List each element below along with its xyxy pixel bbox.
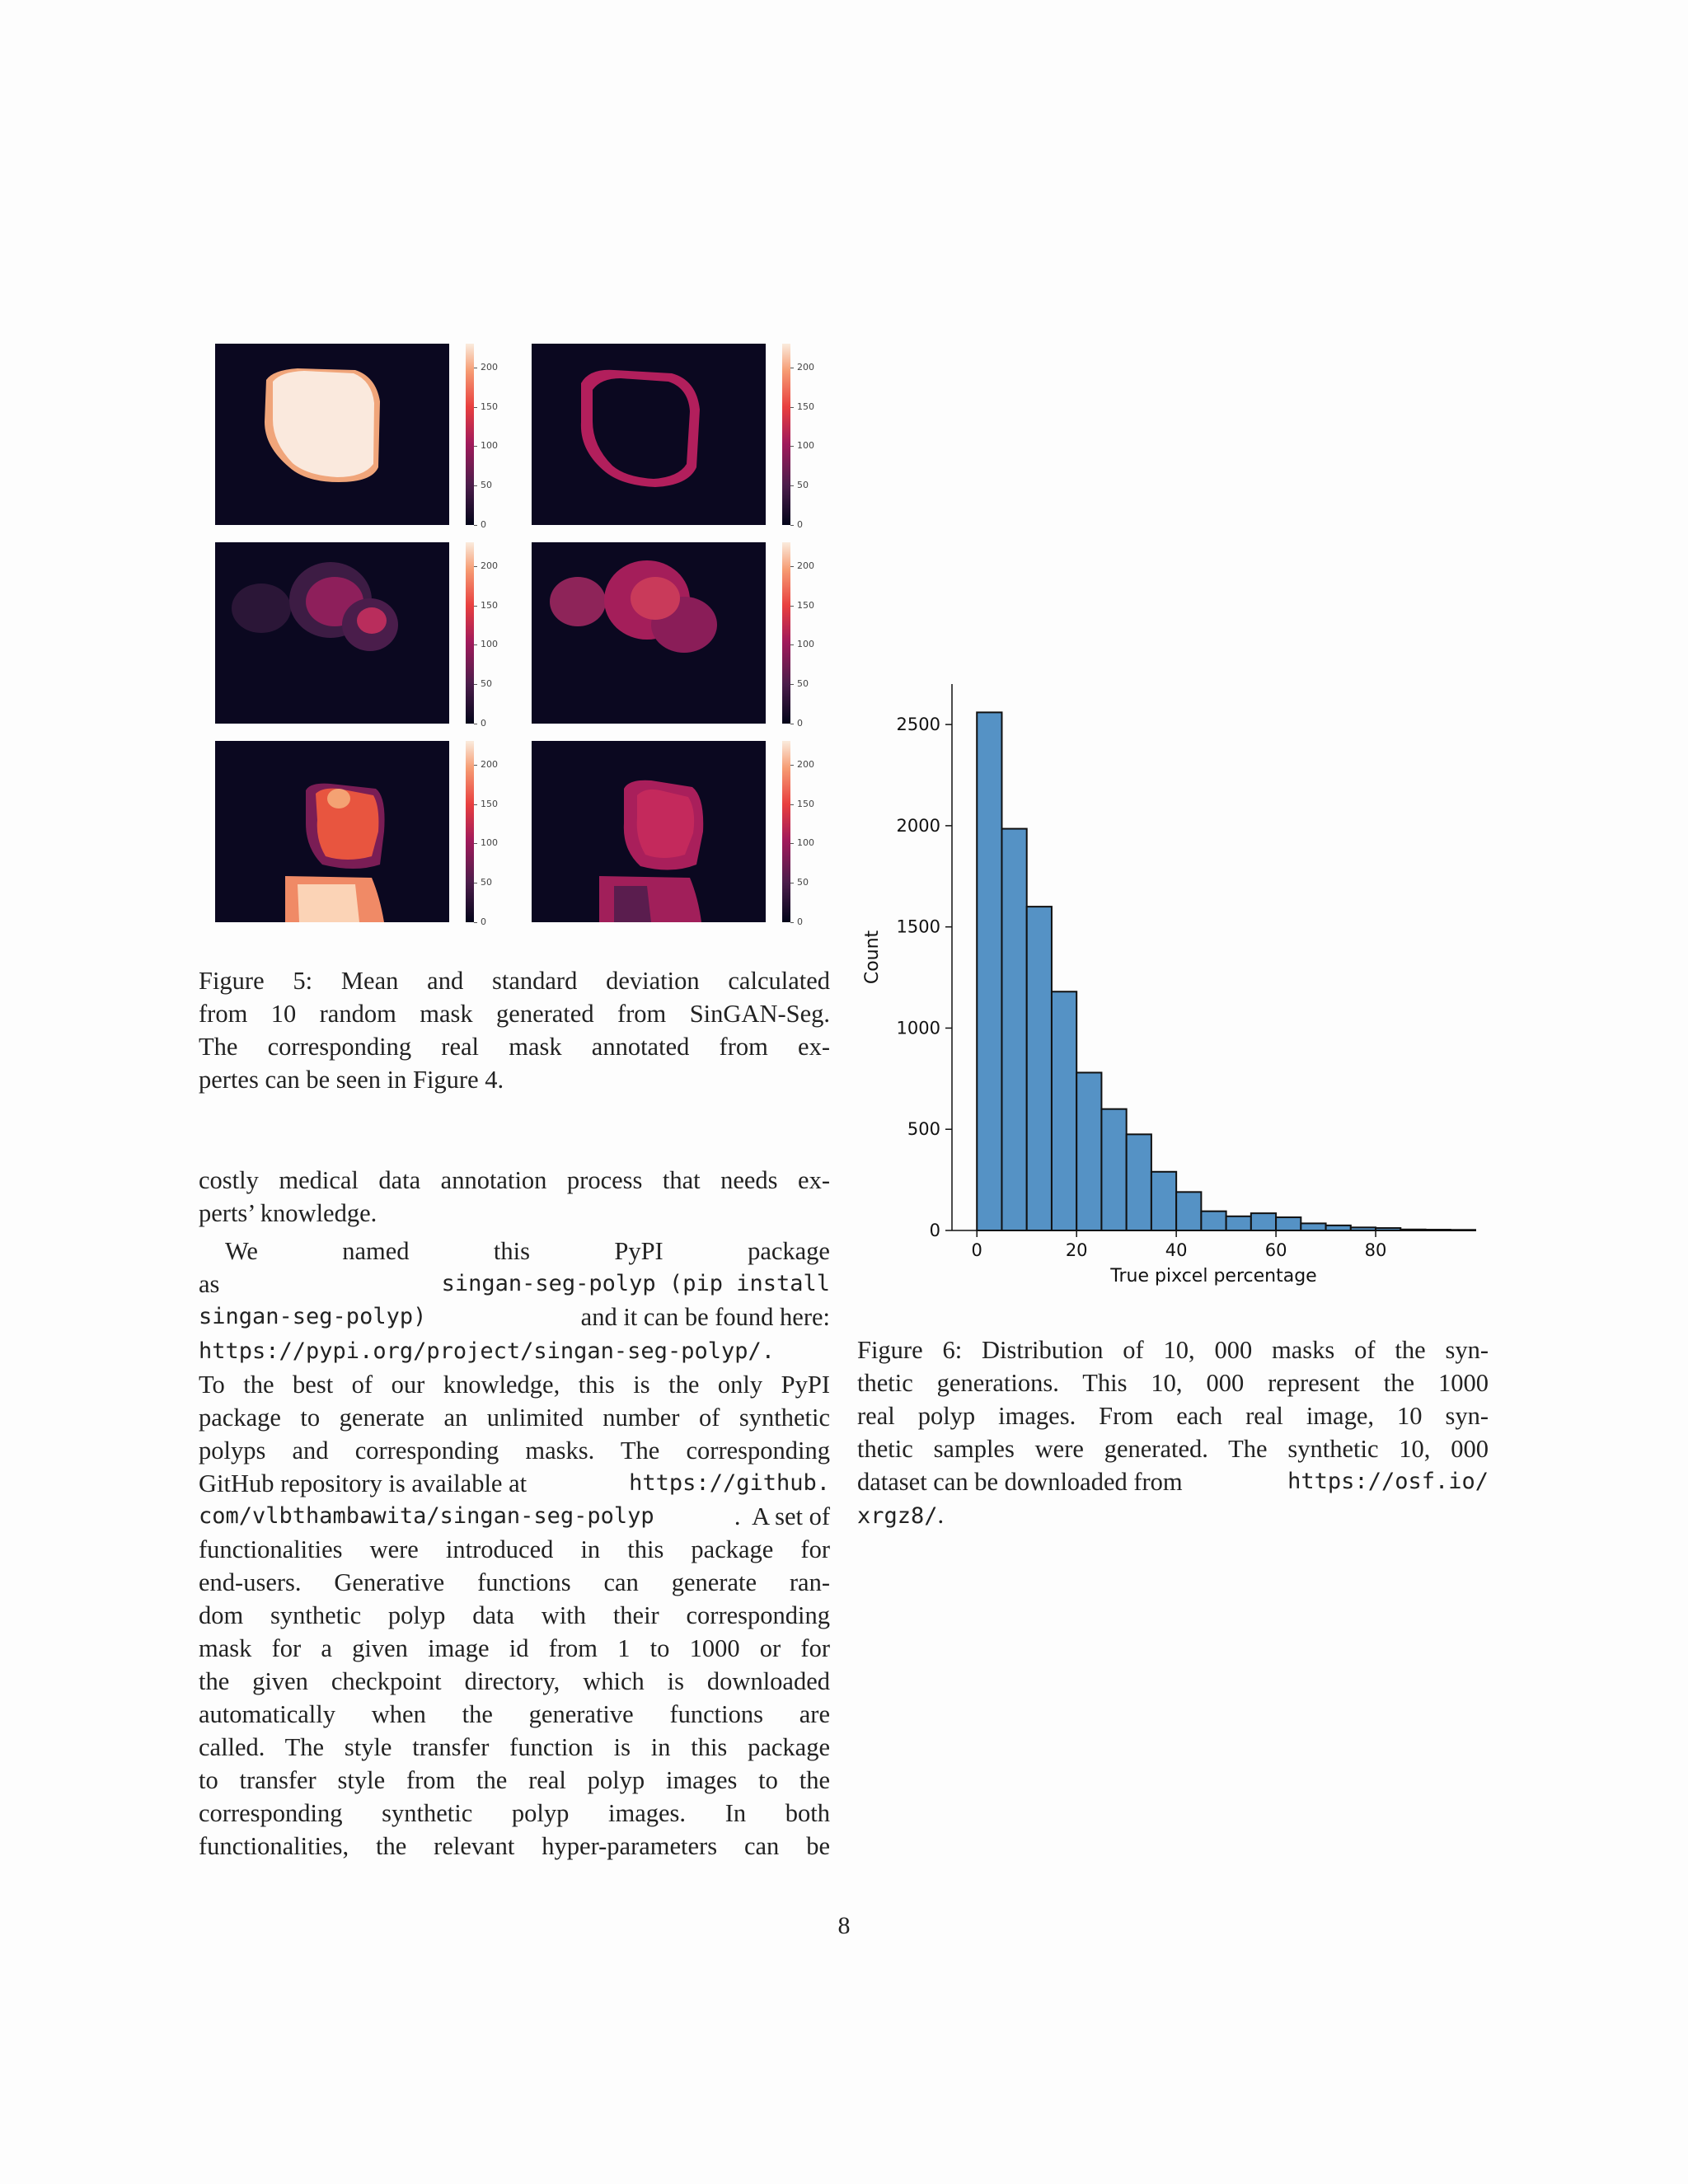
word: We — [225, 1237, 258, 1265]
text-line: functionalities, the relevant hyper-parameters can be — [199, 1832, 830, 1860]
colorbar-tick-label: 150 — [797, 798, 814, 809]
x-tick-label: 20 — [1065, 1240, 1088, 1260]
y-tick-label: 2000 — [896, 815, 940, 836]
colorbar-tick-label: 150 — [481, 599, 498, 611]
heatmap-mean-3 — [215, 741, 449, 922]
package-name-code: singan-seg-polyp) — [199, 1304, 427, 1329]
colorbar-tick-label: 0 — [797, 916, 803, 927]
y-tick-label: 0 — [929, 1221, 940, 1240]
histogram-bar — [1027, 907, 1052, 1230]
colorbar-6 — [782, 741, 790, 922]
colorbar-2 — [782, 344, 790, 525]
histogram-bar — [1226, 1216, 1251, 1230]
text-line — [199, 1467, 830, 1500]
heatmap-std-3 — [532, 741, 766, 922]
colorbar-tick — [474, 843, 477, 844]
colorbar-tick-label: 50 — [797, 877, 809, 888]
colorbar-tick-label: 50 — [797, 678, 809, 690]
heatmap-std-1-image — [532, 344, 766, 525]
colorbar-tick-label: 200 — [797, 758, 814, 770]
heatmap-std-2 — [532, 542, 766, 724]
colorbar-tick-label: 100 — [481, 639, 498, 650]
colorbar-tick — [474, 606, 477, 607]
histogram-bar — [1151, 1172, 1176, 1230]
colorbar-tick — [474, 566, 477, 567]
page-number: 8 — [837, 1912, 851, 1939]
caption-line — [857, 1465, 1489, 1498]
y-tick-label: 2500 — [896, 715, 940, 735]
caption-line: thetic generations. This 10, 000 represent the 1000 — [857, 1369, 1489, 1397]
colorbar-tick-label: 100 — [481, 440, 498, 452]
colorbar-tick — [790, 446, 794, 447]
colorbar-tick — [474, 922, 477, 923]
histogram-bar — [1052, 991, 1076, 1230]
word: GitHub repository is available at — [199, 1469, 533, 1497]
colorbar-tick-label: 0 — [797, 718, 803, 729]
colorbar-tick — [474, 765, 477, 766]
heatmap-mean-3-image — [215, 741, 449, 922]
body-text-left — [199, 1164, 830, 1863]
colorbar-tick — [790, 525, 794, 526]
paragraph-pypi — [199, 1235, 830, 1863]
caption-line: The corresponding real mask annotated from ex- — [199, 1033, 830, 1061]
x-tick-label: 40 — [1165, 1240, 1188, 1260]
caption-line — [857, 1498, 1489, 1533]
colorbar-tick — [790, 804, 794, 805]
colorbar-tick — [474, 644, 477, 645]
package-name-code: singan-seg-polyp (pip install — [441, 1271, 830, 1296]
heatmap-mean-2 — [215, 542, 449, 724]
colorbar-tick — [790, 566, 794, 567]
colorbar-4 — [782, 542, 790, 724]
osf-link[interactable]: xrgz8/ — [857, 1503, 938, 1529]
text-line: functionalities were introduced in this package for — [199, 1535, 830, 1563]
colorbar-tick — [790, 684, 794, 685]
colorbar-tick-label: 50 — [481, 678, 492, 690]
word: this — [493, 1237, 530, 1265]
colorbar-tick — [790, 407, 794, 408]
osf-link[interactable]: https://osf.io/ — [1287, 1469, 1489, 1494]
histogram-bar — [1201, 1212, 1226, 1230]
colorbar-tick — [790, 606, 794, 607]
word: dataset can be downloaded from — [857, 1468, 1189, 1496]
colorbar-tick-label: 150 — [797, 401, 814, 412]
colorbar-tick-label: 50 — [481, 480, 492, 491]
colorbar-tick — [790, 765, 794, 766]
text-line: costly medical data annotation process that needs ex- — [199, 1166, 830, 1194]
colorbar-tick-label: 0 — [481, 718, 486, 729]
colorbar-tick-label: 100 — [797, 837, 814, 849]
histogram-bar — [1326, 1226, 1351, 1230]
text-line: package to generate an unlimited number of synthetic — [199, 1404, 830, 1432]
word: as — [199, 1270, 220, 1298]
text-line: To the best of our knowledge, this is the only PyPI — [199, 1371, 830, 1399]
x-axis-label: True pixcel percentage — [1110, 1266, 1317, 1286]
y-tick-label: 1000 — [896, 1018, 940, 1038]
colorbar-tick-label: 50 — [797, 480, 809, 491]
colorbar-tick-label: 100 — [797, 639, 814, 650]
text-line: mask for a given image id from 1 to 1000 or for — [199, 1634, 830, 1662]
colorbar-1 — [466, 344, 474, 525]
x-tick-label: 80 — [1364, 1240, 1387, 1260]
word: package — [748, 1237, 830, 1265]
text-line: automatically when the generative functions are — [199, 1700, 830, 1728]
word: . — [937, 1501, 945, 1529]
colorbar-tick — [790, 644, 794, 645]
text-line: the given checkpoint directory, which is downloaded — [199, 1667, 830, 1695]
colorbar-3 — [466, 542, 474, 724]
github-link[interactable]: https://github. — [629, 1470, 830, 1496]
colorbar-tick-label: 200 — [481, 560, 498, 571]
colorbar-5 — [466, 741, 474, 922]
histogram-bar — [1101, 1109, 1126, 1230]
colorbar-tick — [790, 922, 794, 923]
colorbar-tick-label: 100 — [797, 440, 814, 452]
text-line: dom synthetic polyp data with their corresponding — [199, 1601, 830, 1629]
github-link[interactable]: com/vlbthambawita/singan-seg-polyp — [199, 1503, 654, 1529]
figure-5-caption — [199, 964, 830, 1096]
text-line: corresponding synthetic polyp images. In both — [199, 1799, 830, 1827]
text-line: perts’ knowledge. — [199, 1199, 377, 1227]
heatmap-std-1 — [532, 344, 766, 525]
colorbar-tick — [790, 485, 794, 486]
text-line — [199, 1301, 830, 1333]
colorbar-tick-label: 150 — [481, 798, 498, 809]
word: named — [342, 1237, 410, 1265]
pypi-link[interactable]: https://pypi.org/project/singan-seg-polyp/. — [199, 1338, 775, 1364]
colorbar-tick-label: 200 — [797, 560, 814, 571]
histogram-bar — [1127, 1134, 1151, 1230]
colorbar-tick — [474, 525, 477, 526]
x-tick-label: 60 — [1264, 1240, 1287, 1260]
figure-6-histogram — [857, 668, 1484, 1294]
histogram-bar — [1301, 1223, 1325, 1230]
heatmap-std-3-image — [532, 741, 766, 922]
caption-line: Figure 5: Mean and standard deviation calculated — [199, 967, 830, 995]
colorbar-tick-label: 0 — [481, 916, 486, 927]
text-line: polyps and corresponding masks. The corresponding — [199, 1436, 830, 1465]
text-line — [199, 1500, 830, 1533]
caption-line: from 10 random mask generated from SinGAN-Seg. — [199, 1000, 830, 1028]
colorbar-tick — [474, 407, 477, 408]
caption-line: pertes can be seen in Figure 4. — [199, 1066, 504, 1094]
word: . A set of — [734, 1502, 830, 1530]
y-tick-label: 1500 — [896, 916, 940, 937]
colorbar-tick-label: 150 — [797, 599, 814, 611]
colorbar-tick-label: 150 — [481, 401, 498, 412]
word: PyPI — [614, 1237, 663, 1265]
colorbar-tick-label: 50 — [481, 877, 492, 888]
y-axis-label: Count — [862, 930, 883, 985]
colorbar-tick — [790, 843, 794, 844]
caption-line: Figure 6: Distribution of 10, 000 masks of the syn- — [857, 1336, 1489, 1364]
text-line — [199, 1268, 830, 1301]
figure-6-caption — [857, 1333, 1489, 1533]
colorbar-tick — [474, 684, 477, 685]
colorbar-tick — [474, 485, 477, 486]
x-tick-label: 0 — [971, 1240, 982, 1260]
heatmap-std-2-image — [532, 542, 766, 724]
heatmap-mean-1-image — [215, 344, 449, 525]
text-line: to transfer style from the real polyp images to the — [199, 1766, 830, 1794]
word: and it can be found here: — [574, 1303, 830, 1331]
histogram-bar — [1251, 1213, 1276, 1230]
colorbar-tick-label: 0 — [797, 519, 803, 530]
y-tick-label: 500 — [907, 1119, 940, 1140]
colorbar-tick-label: 100 — [481, 837, 498, 849]
histogram-bar — [977, 712, 1001, 1230]
histogram-bar — [1176, 1192, 1201, 1230]
colorbar-tick-label: 0 — [481, 519, 486, 530]
caption-line: thetic samples were generated. The synthetic 10, 000 — [857, 1435, 1489, 1463]
histogram-bar — [1001, 829, 1026, 1230]
heatmap-mean-1 — [215, 344, 449, 525]
colorbar-tick-label: 200 — [481, 361, 498, 373]
text-line — [199, 1235, 830, 1268]
heatmap-mean-2-image — [215, 542, 449, 724]
colorbar-tick-label: 200 — [797, 361, 814, 373]
colorbar-tick — [474, 446, 477, 447]
histogram-bar — [1276, 1217, 1301, 1230]
caption-line: real polyp images. From each real image, 10 syn- — [857, 1402, 1489, 1430]
histogram-bar — [1076, 1072, 1101, 1230]
text-line: called. The style transfer function is in this package — [199, 1733, 830, 1761]
text-line: end-users. Generative functions can generate ran- — [199, 1568, 830, 1596]
colorbar-tick-label: 200 — [481, 758, 498, 770]
colorbar-tick — [474, 804, 477, 805]
